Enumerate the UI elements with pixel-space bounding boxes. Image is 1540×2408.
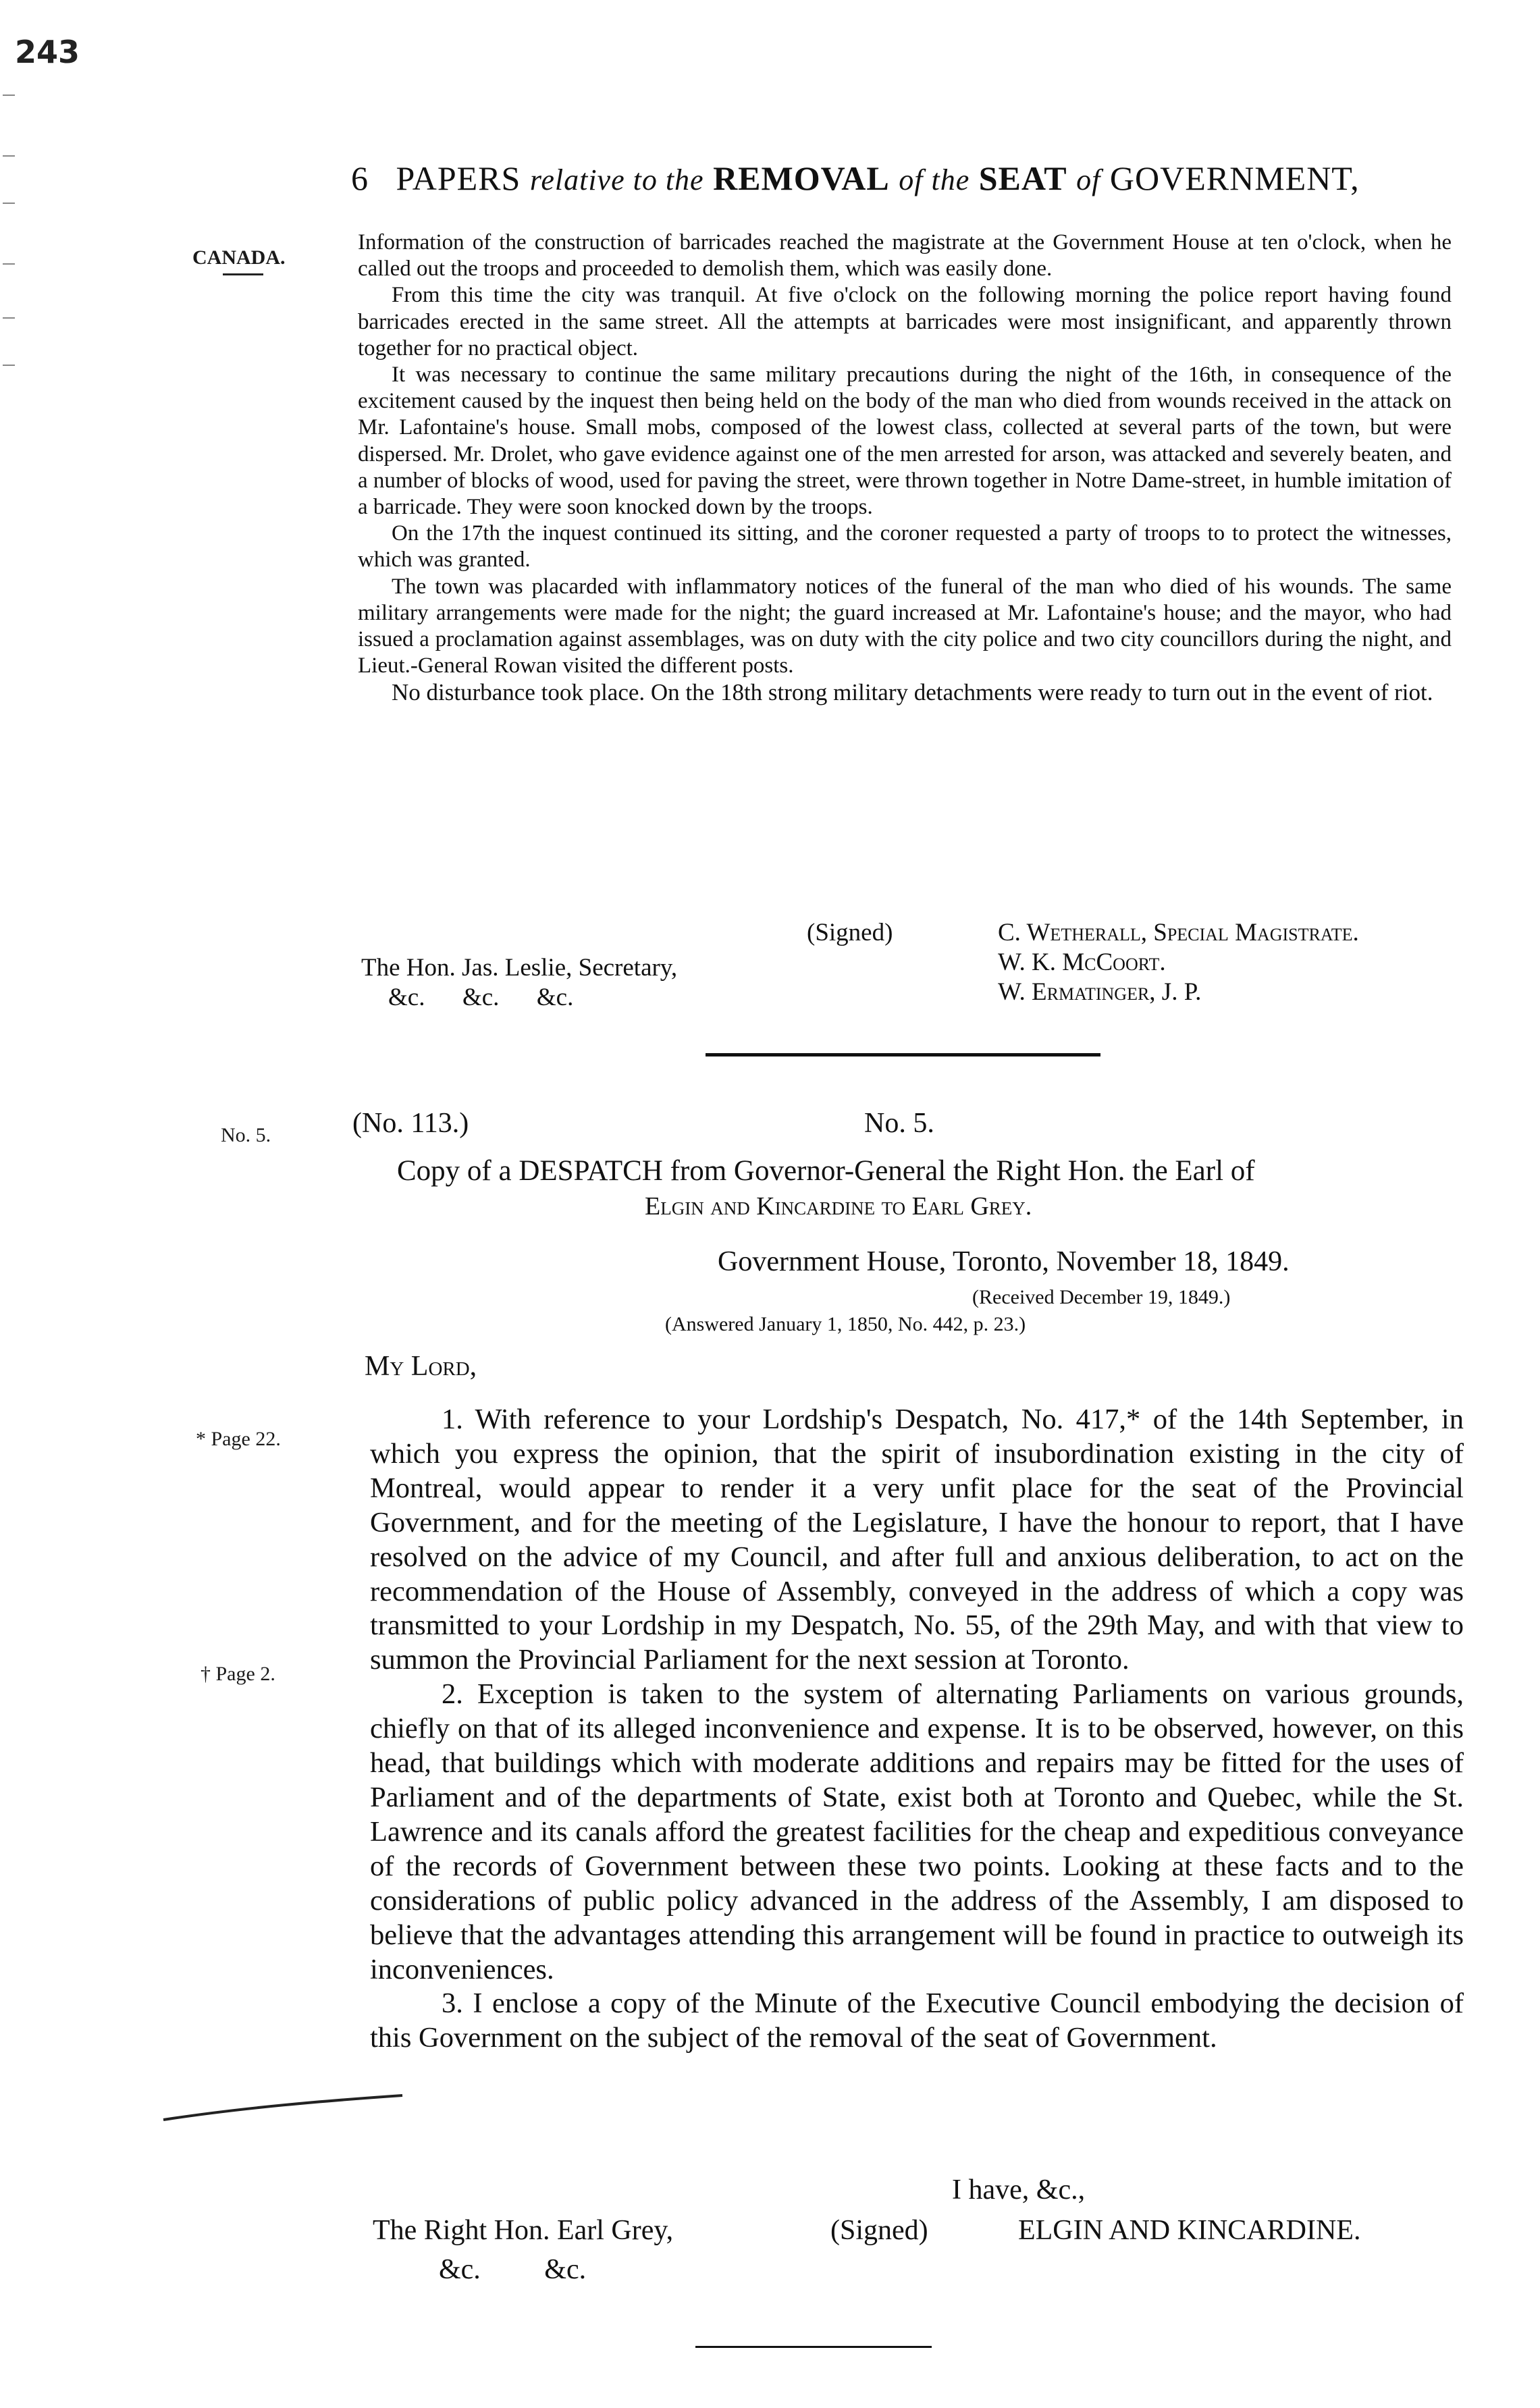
- signatory: W. K. McCoort.: [998, 948, 1166, 976]
- margin-page22: * Page 22.: [196, 1428, 281, 1450]
- despatch-title-line1: Copy of a DESPATCH from Governor-General the Right Hon. the Earl of: [397, 1155, 1255, 1187]
- bottom-rule: [695, 2346, 932, 2348]
- report-signatories: [998, 918, 1359, 1007]
- head-removal: REMOVAL: [713, 159, 890, 197]
- despatch-paragraph: 1. With reference to your Lordship's Despatch, No. 417,* of the 14th September, in which you express the opinion, that the spirit of insubordination existing in the city of Montreal, would appear to render it a very unfit place for the seat of the Provincial Government, and for the meeting of the Legislature, I have the honour to report, that I have resolved on the advice of my Council, and after full and anxious deliberation, to act on the recommendation of the House of Assembly, conveyed in the address of which a copy was transmitted to your Lordship in my Despatch, No. 55, of the 29th May, and with that view to summon the Provincial Parliament for the next session at Toronto.: [370, 1403, 1464, 1676]
- report-addressee-block: [361, 953, 677, 1013]
- despatch-etc: &c. &c.: [439, 2254, 587, 2285]
- signatory: C. Wetherall, Special Magistrate.: [998, 919, 1359, 946]
- report-etc: &c. &c. &c.: [388, 984, 574, 1011]
- head-of-the: of the: [899, 163, 970, 196]
- report-paragraph: It was necessary to continue the same military precautions during the night of the 16th, in consequence of the excitement caused by the inquest then being held on the body of the man who died from wounds received in the attack on Mr. Lafontaine's house. Small mobs, composed of the lowest class, collected at several parts of the town, but were dispersed. Mr. Drolet, who gave evidence against one of the men arrested for arson, was attacked and severely beaten, and a number of blocks of wood, used for paving the street, were thrown together in Notre Dame-street, in humble imitation of a barricade. They were soon knocked down by the troops.: [358, 363, 1452, 520]
- despatch-received: (Received December 19, 1849.): [972, 1286, 1231, 1308]
- despatch-number: No. 5.: [864, 1108, 934, 1139]
- section-rule: [706, 1053, 1100, 1056]
- margin-canada: CANADA.: [192, 246, 286, 269]
- head-papers: PAPERS: [396, 159, 521, 197]
- despatch-closing: I have, &c.,: [952, 2174, 1086, 2205]
- despatch-paragraph: 2. Exception is taken to the system of alternating Parliaments on various grounds, chiefly on that of its alleged inconvenience and expense. It is to be observed, however, on this head, that buildings which with moderate additions and repairs may be fitted for the uses of Parliament and of the departments of State, exist both at Toronto and Quebec, while the St. Lawrence and its canals afford the greatest facilities for the cheap and expeditious conveyance of the records of Government between these two points. Looking at these facts and to the considerations of public policy advanced in the address of the Assembly, I am disposed to believe that the advantages attending this arrangement will be found in practice to outweigh its inconveniences.: [370, 1678, 1464, 1985]
- report-addressee: The Hon. Jas. Leslie, Secretary,: [361, 954, 678, 982]
- despatch-answered: (Answered January 1, 1850, No. 442, p. 23.): [665, 1313, 1026, 1335]
- page-number: 6: [351, 159, 369, 197]
- margin-canada-underline: [223, 273, 263, 275]
- head-relative: relative to the: [529, 163, 704, 196]
- despatch-title-line2: Elgin and Kincardine to Earl Grey.: [645, 1192, 1032, 1221]
- head-of: of: [1076, 163, 1101, 196]
- running-head: [351, 159, 1499, 198]
- signatory: W. Ermatinger, J. P.: [998, 978, 1202, 1006]
- despatch-paragraph: 3. I enclose a copy of the Minute of the Executive Council embodying the decision of this Government on the subject of the removal of the seat of Government.: [370, 1987, 1464, 2054]
- despatch-signature: ELGIN AND KINCARDINE.: [1018, 2215, 1361, 2246]
- despatch-place-date: Government House, Toronto, November 18, 1849.: [718, 1246, 1290, 1277]
- despatch-body: [370, 1403, 1464, 2056]
- margin-page2: † Page 2.: [201, 1663, 275, 1685]
- report-paragraph: Information of the construction of barricades reached the magistrate at the Government House at ten o'clock, when he called out the troops and proceeded to demolish them, which was easily done.: [358, 230, 1452, 282]
- margin-no5: No. 5.: [221, 1124, 271, 1146]
- despatch-salutation: My Lord,: [365, 1351, 477, 1382]
- report-signed: (Signed): [807, 919, 893, 946]
- despatch-signed: (Signed): [830, 2215, 928, 2246]
- head-government: GOVERNMENT,: [1109, 159, 1360, 197]
- report-paragraph: From this time the city was tranquil. At five o'clock on the following morning the police report having found barricades erected in the same street. All the attempts at barricades were most insignificant, and apparently thrown together for no practical object.: [358, 283, 1452, 360]
- despatch-addressee: The Right Hon. Earl Grey,: [373, 2215, 674, 2246]
- despatch-ref: (No. 113.): [352, 1108, 469, 1139]
- report-body: [358, 230, 1452, 706]
- head-seat: SEAT: [978, 159, 1067, 197]
- margin-pen-stroke: [162, 2093, 405, 2126]
- report-paragraph: The town was placarded with inflammatory notices of the funeral of the man who died of his wounds. The same military arrangements were made for the night; the guard increased at Mr. Lafontaine's house; and the mayor, who had issued a proclamation against assemblages, was on duty with the city police and two city councillors during the night, and Lieut.-General Rowan visited the different posts.: [358, 574, 1452, 678]
- report-paragraph: No disturbance took place. On the 18th strong military detachments were ready to turn out in the event of riot.: [392, 679, 1433, 706]
- handwritten-page-number: 243: [15, 34, 80, 70]
- report-paragraph: On the 17th the inquest continued its sitting, and the coroner requested a party of troops to to protect the witnesses, which was granted.: [358, 521, 1452, 572]
